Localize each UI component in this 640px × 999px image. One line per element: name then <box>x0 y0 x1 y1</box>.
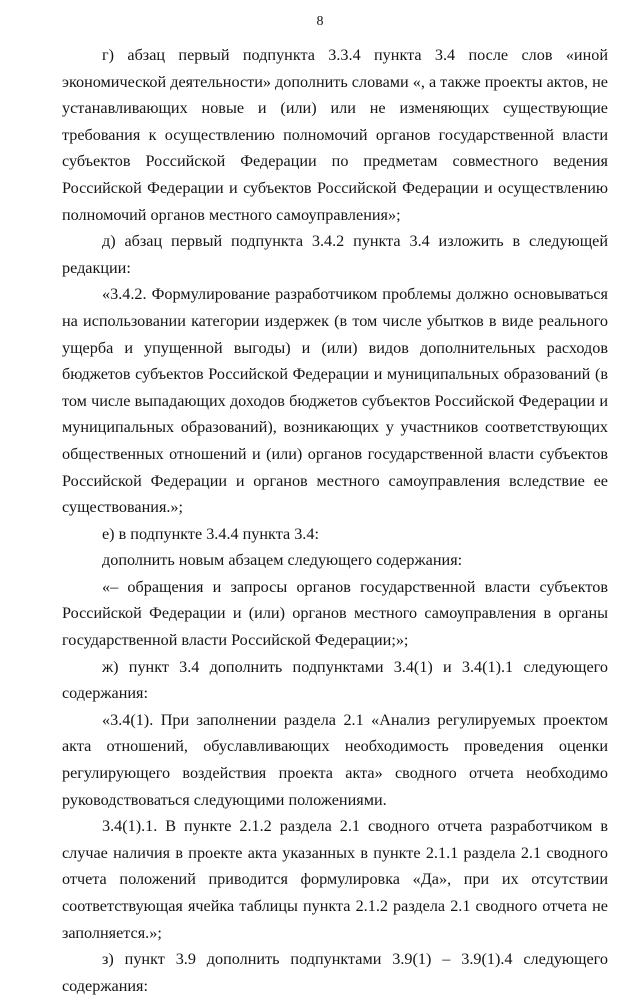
paragraph-e: е) в подпункте 3.4.4 пункта 3.4: <box>102 524 319 543</box>
paragraph-d: д) абзац первый подпункта 3.4.2 пункта 3.4 изложить в следующей редакции: <box>62 232 608 277</box>
paragraph-3-4-2: «3.4.2. Формулирование разработчиком проблемы должно основываться на использовании категории издержек (в том числе убытков в виде реального ущерба и упущенной выгоды) и (или) видов дополнительных расходов бюджетов субъектов Российской Федерации и муниципальных образований (в том числе выпадающих доходов бюджетов субъектов Российской Федерации и муниципальных образований), возникающих у участников соответствующих общественных отношений и (или) органов государственной власти субъектов Российской Федерации и органов местного самоуправления вследствие ее существования.»; <box>62 285 608 517</box>
paragraph-3-4-1-1: 3.4(1).1. В пункте 2.1.2 раздела 2.1 сводного отчета разработчиком в случае наличия в проекте акта указанных в пункте 2.1.1 раздела 2.1 сводного отчета положений приводится формулировка «Да», при их отсутствии соответствующая ячейка таблицы пункта 2.1.2 раздела 2.1 сводного отчета не заполняется.»; <box>62 817 608 942</box>
paragraph-zh: ж) пункт 3.4 дополнить подпунктами 3.4(1) и 3.4(1).1 следующего содержания: <box>62 657 608 703</box>
paragraph-obrascheniya: «– обращения и запросы органов государственной власти субъектов Российской Федерации и (или) органов местного самоуправления в органы государственной власти Российской Федерации;»; <box>62 577 608 650</box>
paragraph-3-4-1: «3.4(1). При заполнении раздела 2.1 «Анализ регулируемых проектом акта отношений, обуславливающих необходимость проведения оценки регулирующего воздействия проекта акта» сводного отчета необходимо руководствоваться следующими положениями. <box>62 710 608 809</box>
page-number: 8 <box>316 14 324 29</box>
document-body <box>62 42 608 999</box>
paragraph-z: з) пункт 3.9 дополнить подпунктами 3.9(1) – 3.9(1).4 следующего содержания: <box>62 950 608 995</box>
paragraph-add-abzac: дополнить новым абзацем следующего содержания: <box>102 551 463 570</box>
paragraph-g: г) абзац первый подпункта 3.3.4 пункта 3.4 после слов «иной экономической деятельности» дополнить словами «, а также проекты актов, не устанавливающих новые и (или) или не изменяющих существующие требования к осуществлению полномочий органов государственной власти субъектов Российской Федерации по предметам совместного ведения Российской Федерации и субъектов Российской Федерации и осуществлению полномочий органов местного самоуправления»; <box>62 46 608 224</box>
